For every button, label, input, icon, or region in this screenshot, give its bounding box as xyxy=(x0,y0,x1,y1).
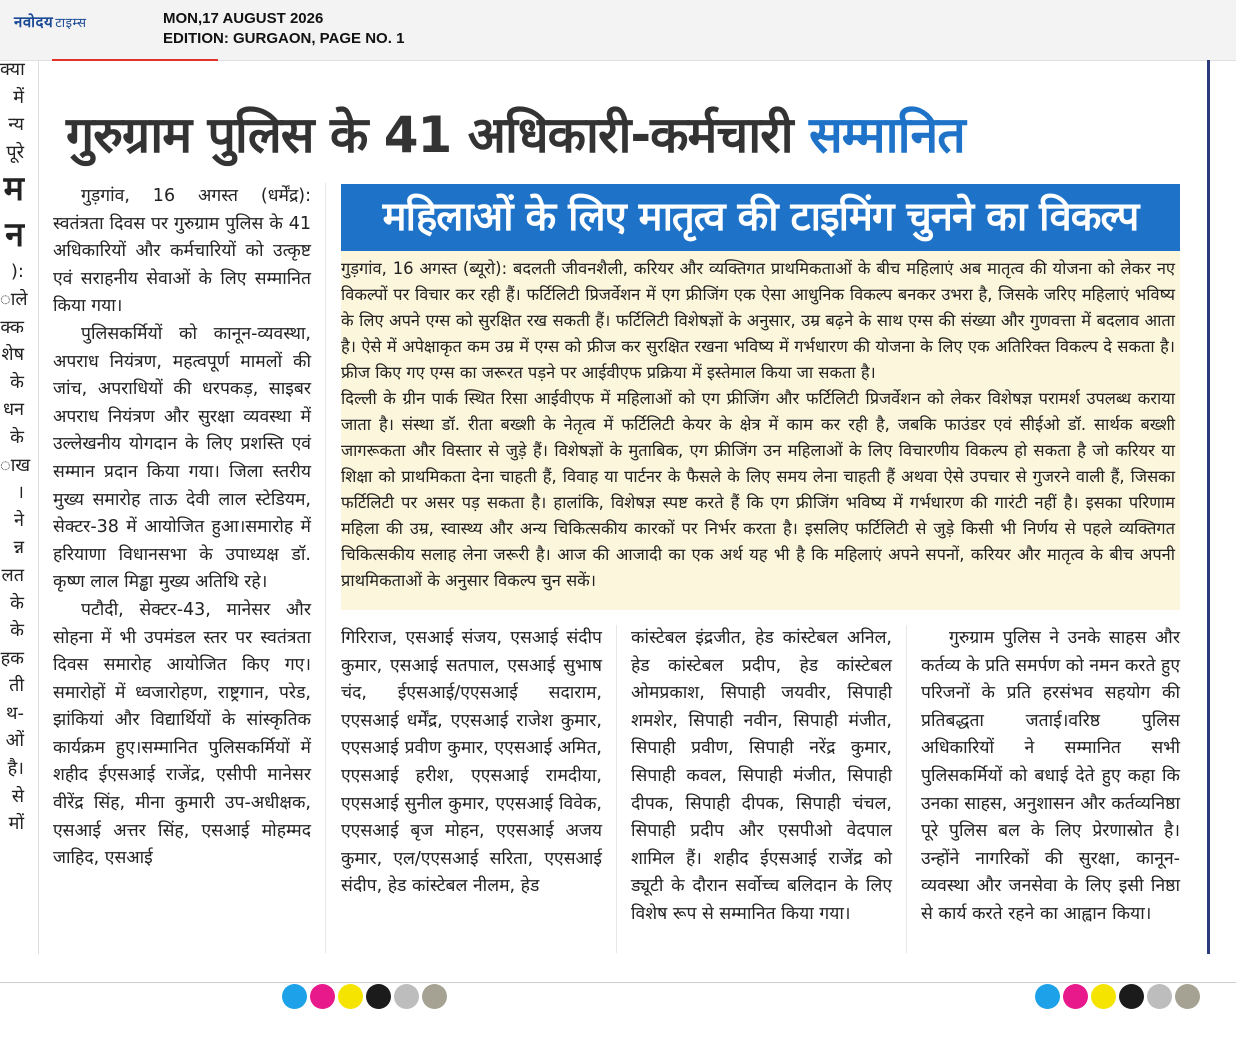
article-paragraph: पुलिसकर्मियों को कानून-व्यवस्था, अपराध नियंत्रण, महत्वपूर्ण मामलों की जांच, अपराधियों की धरपकड़, साइबर अपराध नियंत्रण और सुरक्षा व्यवस्था में उल्लेखनीय योगदान के लिए प्रशस्ति एवं सम्मान प्रदान किया गया। जिला स्तरीय मुख्य समारोह ताऊ देवी लाल स्टेडियम, सेक्टर-38 में आयोजित हुआ।समारोह में हरियाणा विधानसभा के उपाध्यक्ष डॉ. कृष्ण लाल मिड्ढा मुख्य अतिथि रहे। xyxy=(53,323,311,593)
edition-date: MON,17 AUGUST 2026 xyxy=(163,10,324,27)
fragment-line: के xyxy=(10,592,24,614)
box-story-body xyxy=(341,256,1175,594)
fragment-line: ): xyxy=(10,261,24,283)
fragment-line: में xyxy=(13,86,24,108)
fragment-line: थ- xyxy=(6,702,24,724)
column-divider xyxy=(38,60,39,954)
fragment-line: ओं xyxy=(5,730,24,752)
fragment-line: लत xyxy=(1,564,24,586)
article-paragraph: पटौदी, सेक्टर-43, मानेसर और सोहना में भी उपमंडल स्तर पर स्वतंत्रता दिवस समारोह आयोजित किए गए। समारोहों में ध्वजारोहण, राष्ट्रगान, परेड, झांकियां और विद्यार्थियों के सांस्कृतिक कार्यक्रम हुए।सम्मानित पुलिसकर्मियों में शहीद ईएसआई राजेंद्र, एसीपी मानेसर वीरेंद्र सिंह, मीना कुमारी उप-अधीक्षक, एसआई अत्तर सिंह, एसआई मोहम्मद जाहिद, एसआई xyxy=(53,599,311,869)
headline-main: गुरुग्राम पुलिस के 41 अधिकारी-कर्मचारी xyxy=(66,106,809,164)
column-divider xyxy=(325,183,326,953)
fragment-line: हक xyxy=(0,647,24,669)
article-column-4 xyxy=(921,625,1180,929)
registration-dot xyxy=(1147,984,1172,1009)
bottom-rule xyxy=(0,982,1236,983)
adjacent-article-fragment xyxy=(0,56,31,838)
registration-dot xyxy=(310,984,335,1009)
fragment-line: से xyxy=(11,785,24,807)
fragment-line: के xyxy=(10,620,24,642)
registration-dot xyxy=(422,984,447,1009)
logo-main: नवोदय xyxy=(14,13,54,31)
article-column-2 xyxy=(341,625,602,901)
fragment-line: न्य xyxy=(8,114,24,136)
registration-dot xyxy=(1035,984,1060,1009)
fragment-line: शेष xyxy=(1,344,24,366)
fragment-line: क्क xyxy=(0,316,24,338)
edition-info xyxy=(163,9,404,49)
fragment-line: म xyxy=(3,169,24,210)
fragment-line: न्न xyxy=(13,537,24,559)
fragment-line: के xyxy=(10,371,24,393)
fragment-line: न xyxy=(5,215,24,256)
edition-page: EDITION: GURGAON, PAGE NO. 1 xyxy=(163,30,405,47)
article-paragraph: गुड़गांव, 16 अगस्त (धर्मेंद्र): स्वतंत्रता दिवस पर गुरुग्राम पुलिस के 41 अधिकारियों और कर्मचारियों को उत्कृष्ट एवं सराहनीय सेवाओं के लिए सम्मानित किया गया। xyxy=(53,186,311,317)
fragment-line: धन xyxy=(2,399,24,421)
box-paragraph: दिल्ली के ग्रीन पार्क स्थित रिसा आईवीएफ में महिलाओं को एग फ्रीजिंग और फर्टिलिटी प्रिजर्वेशन को लेकर विशेषज्ञ परामर्श उपलब्ध कराया जाता है। संस्था डॉ. रीता बख्शी के नेतृत्व में फर्टिलिटी केयर के क्षेत्र में काम कर रही है, जबकि फाउंडर एवं सीईओ डॉ. सार्थक बख्शी जागरूकता और विस्तार से जुड़े हैं। विशेषज्ञों के मुताबिक, एग फ्रीजिंग उन महिलाओं के लिए विचारणीय विकल्प हो सकता है जो करियर या शिक्षा को प्राथमिकता देना चाहती हैं, विवाह या पार्टनर के फैसले के लिए समय लेना चाहती हैं अथवा ऐसे उपचार से गुजरने वाली हैं, जिसका फर्टिलिटी पर असर पड़ सकता है। हालांकि, विशेषज्ञ स्पष्ट करते हैं कि एग फ्रीजिंग भविष्य में गर्भधारण की गारंटी नहीं है। इसका परिणाम महिला की उम्र, स्वास्थ्य और अन्य चिकित्सकीय कारकों पर निर्भर करता है। इसलिए फर्टिलिटी से जुड़े किसी भी निर्णय से पहले व्यक्तिगत चिकित्सकीय सलाह लेना जरूरी है। आज की आजादी का एक अर्थ यह भी है कि महिलाएं अपने सपनों, करियर और मातृत्व के बीच अपनी प्राथमिकताओं के अनुसार विकल्प चुन सकें। xyxy=(341,389,1175,590)
article-column-1 xyxy=(53,183,311,873)
registration-dot xyxy=(1119,984,1144,1009)
article-paragraph: कांस्टेबल इंद्रजीत, हेड कांस्टेबल अनिल, हेड कांस्टेबल प्रदीप, हेड कांस्टेबल ओमप्रकाश, सिपाही जयवीर, सिपाही शमशेर, सिपाही नवीन, सिपाही मंजीत, सिपाही प्रवीण, सिपाही नरेंद्र कुमार, सिपाही कवल, सिपाही मंजीत, सिपाही दीपक, सिपाही दीपक, सिपाही चंचल, सिपाही प्रदीप और एसपीओ वेदपाल शामिल हैं। शहीद ईएसआई राजेंद्र को ड्यूटी के दौरान सर्वोच्च बलिदान के लिए विशेष रूप से सम्मानित किया गया। xyxy=(631,628,892,924)
headline-accent: सम्मानित xyxy=(808,106,965,164)
accent-line xyxy=(52,59,218,61)
column-divider xyxy=(616,625,617,953)
color-registration-marks xyxy=(1035,984,1200,1009)
registration-dot xyxy=(338,984,363,1009)
registration-dot xyxy=(1063,984,1088,1009)
fragment-line: ाले xyxy=(0,288,28,310)
color-registration-marks xyxy=(282,984,447,1009)
registration-dot xyxy=(282,984,307,1009)
fragment-line: के xyxy=(10,426,24,448)
headline xyxy=(66,100,1186,170)
registration-dot xyxy=(1175,984,1200,1009)
fragment-line: क्या xyxy=(0,59,25,80)
registration-dot xyxy=(1091,984,1116,1009)
newspaper-logo[interactable] xyxy=(14,12,87,32)
fragment-line: मों xyxy=(8,813,24,835)
box-story-title: महिलाओं के लिए मातृत्व की टाइमिंग चुनने का विकल्प xyxy=(341,184,1180,251)
fragment-line: ती xyxy=(9,675,24,697)
fragment-line: ाख xyxy=(0,454,31,476)
fragment-line: पूरे xyxy=(6,141,24,163)
logo-sub: टाइम्स xyxy=(55,16,87,31)
registration-dot xyxy=(394,984,419,1009)
fragment-line: है। xyxy=(7,758,24,780)
article-column-3 xyxy=(631,625,892,929)
fragment-line: ने xyxy=(14,509,24,531)
page-edge-rule xyxy=(1207,60,1210,954)
registration-dot xyxy=(366,984,391,1009)
fragment-line: । xyxy=(17,482,24,504)
article-paragraph: गिरिराज, एसआई संजय, एसआई संदीप कुमार, एसआई सतपाल, एसआई सुभाष चंद, ईएसआई/एएसआई सदाराम, एएसआई धर्मेंद्र, एएसआई राजेश कुमार, एएसआई प्रवीण कुमार, एएसआई अमित, एएसआई हरीश, एएसआई रामदीया, एएसआई सुनील कुमार, एएसआई विवेक, एएसआई बृज मोहन, एएसआई अजय कुमार, एल/एएसआई सरिता, एएसआई संदीप, हेड कांस्टेबल नीलम, हेड xyxy=(341,628,602,897)
article-paragraph: गुरुग्राम पुलिस ने उनके साहस और कर्तव्य के प्रति समर्पण को नमन करते हुए परिजनों के प्रति हरसंभव सहयोग की प्रतिबद्धता जताई।वरिष्ठ पुलिस अधिकारियों ने सम्मानित सभी पुलिसकर्मियों को बधाई देते हुए कहा कि उनका साहस, अनुशासन और कर्तव्यनिष्ठा पूरे पुलिस बल के लिए प्रेरणास्रोत है। उन्होंने नागरिकों की सुरक्षा, कानून-व्यवस्था और जनसेवा के लिए इसी निष्ठा से कार्य करते रहने का आह्वान किया। xyxy=(921,628,1180,924)
column-divider xyxy=(906,625,907,953)
box-paragraph: गुड़गांव, 16 अगस्त (ब्यूरो): बदलती जीवनशैली, करियर और व्यक्तिगत प्राथमिकताओं के बीच महिलाएं अब मातृत्व की योजना को लेकर नए विकल्पों पर विचार कर रही हैं। फर्टिलिटी प्रिजर्वेशन में एग फ्रीजिंग एक ऐसा आधुनिक विकल्प बनकर उभरा है, जिसके जरिए महिलाएं भविष्य के लिए अपने एग्स को सुरक्षित रख सकती हैं। फर्टिलिटी विशेषज्ञों के अनुसार, उम्र बढ़ने के साथ एग्स की संख्या और गुणवत्ता में बदलाव आता है। ऐसे में अपेक्षाकृत कम उम्र में एग्स को फ्रीज कर सुरक्षित रखना भविष्य में गर्भधारण की योजना के लिए एक अतिरिक्त विकल्प दे सकता है। फ्रीज किए गए एग्स का जरूरत पड़ने पर आईवीएफ प्रक्रिया में इस्तेमाल किया जा सकता है। xyxy=(341,259,1175,382)
